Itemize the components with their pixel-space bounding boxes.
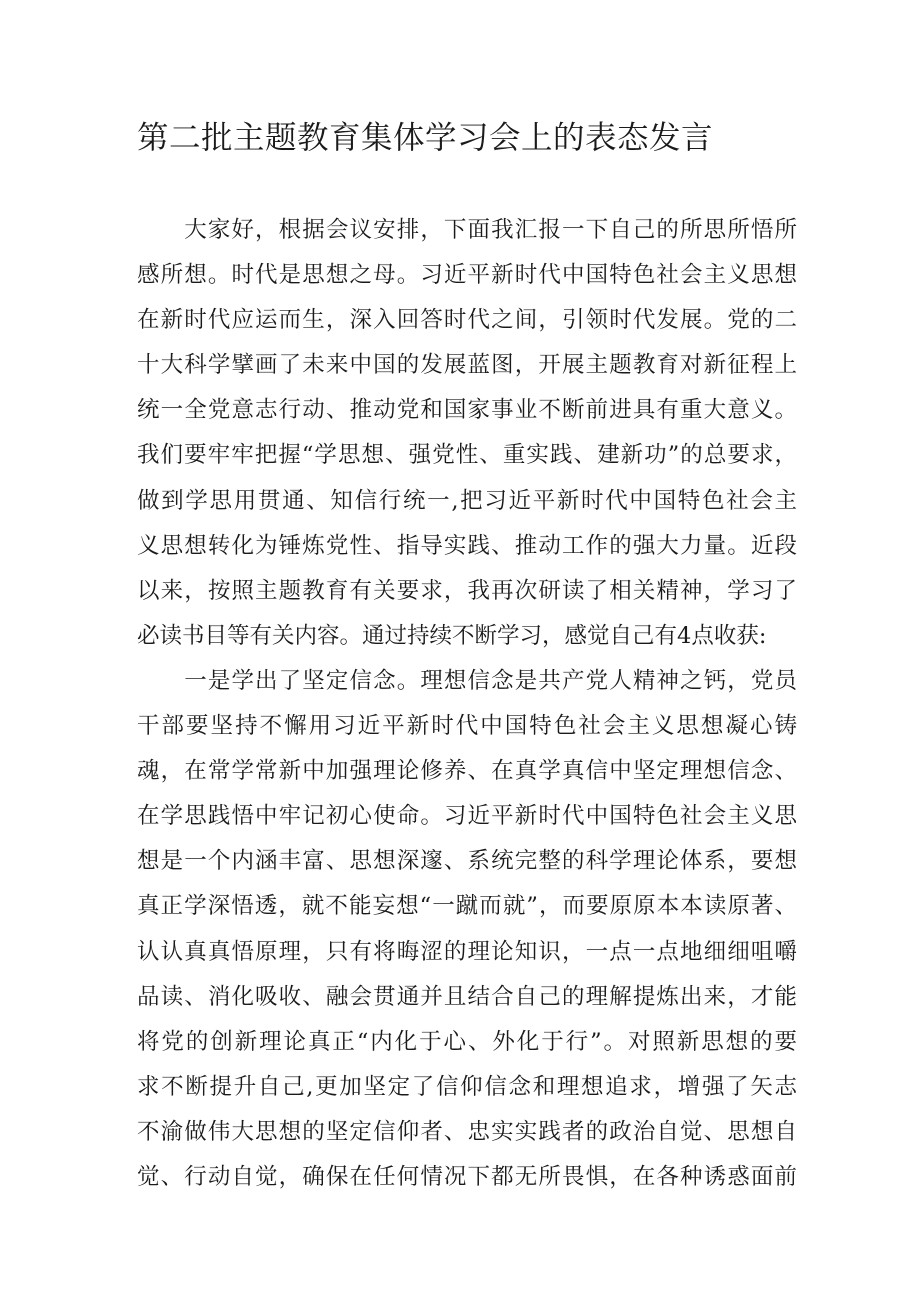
paragraph-line: 统一全党意志行动、推动党和国家事业不断前进具有重大意义。 (137, 397, 797, 424)
paragraph-line: 认认真真悟原理，只有将晦涩的理论知识，一点一点地细细咀嚼 (137, 938, 797, 965)
paragraph-line: 干部要坚持不懈用习近平新时代中国特色社会主义思想凝心铸 (137, 713, 797, 740)
paragraph-line: 想是一个内涵丰富、思想深邃、系统完整的科学理论体系，要想 (137, 848, 797, 875)
paragraph-line: 求不断提升自己,更加坚定了信仰信念和理想追求，增强了矢志 (137, 1073, 797, 1100)
paragraph-line: 我们要牢牢把握“学思想、强党性、重实践、建新功”的总要求， (137, 442, 797, 469)
paragraph-line: 将党的创新理论真正“内化于心、外化于行”。对照新思想的要 (137, 1028, 797, 1055)
paragraph-line: 真正学深悟透，就不能妄想“一蹴而就”，而要原原本本读原著、 (137, 893, 797, 920)
paragraph-line: 在新时代应运而生，深入回答时代之间，引领时代发展。党的二 (137, 307, 797, 334)
paragraph-line: 魂，在常学常新中加强理论修养、在真学真信中坚定理想信念、 (137, 758, 797, 785)
paragraph-line: 大家好，根据会议安排，下面我汇报一下自己的所思所悟所 (137, 217, 797, 243)
paragraph-line: 做到学思用贯通、知信行统一,把习近平新时代中国特色社会主 (137, 487, 797, 514)
document-body (137, 208, 797, 1200)
paragraph-line: 必读书目等有关内容。通过持续不断学习，感觉自己有4点收获: (137, 622, 767, 649)
paragraph-line: 感所想。时代是思想之母。习近平新时代中国特色社会主义思想 (137, 262, 797, 289)
paragraph-line: 十大科学擘画了未来中国的发展蓝图，开展主题教育对新征程上 (137, 352, 797, 379)
paragraph-line: 不渝做伟大思想的坚定信仰者、忠实实践者的政治自觉、思想自 (137, 1118, 797, 1145)
document-title: 第二批主题教育集体学习会上的表态发言 (137, 120, 714, 156)
paragraph-line: 一是学出了坚定信念。理想信念是共产党人精神之钙，党员 (137, 667, 797, 694)
paragraph-line: 在学思践悟中牢记初心使命。习近平新时代中国特色社会主义思 (137, 803, 797, 830)
paragraph-line: 品读、消化吸收、融会贯通并且结合自己的理解提炼出来，才能 (137, 983, 797, 1010)
paragraph-line: 觉、行动自觉，确保在任何情况下都无所畏惧，在各种诱惑面前 (137, 1163, 797, 1190)
paragraph-line: 以来，按照主题教育有关要求，我再次研读了相关精神，学习了 (137, 577, 797, 604)
paragraph-line: 义思想转化为锤炼党性、指导实践、推动工作的强大力量。近段 (137, 532, 797, 559)
